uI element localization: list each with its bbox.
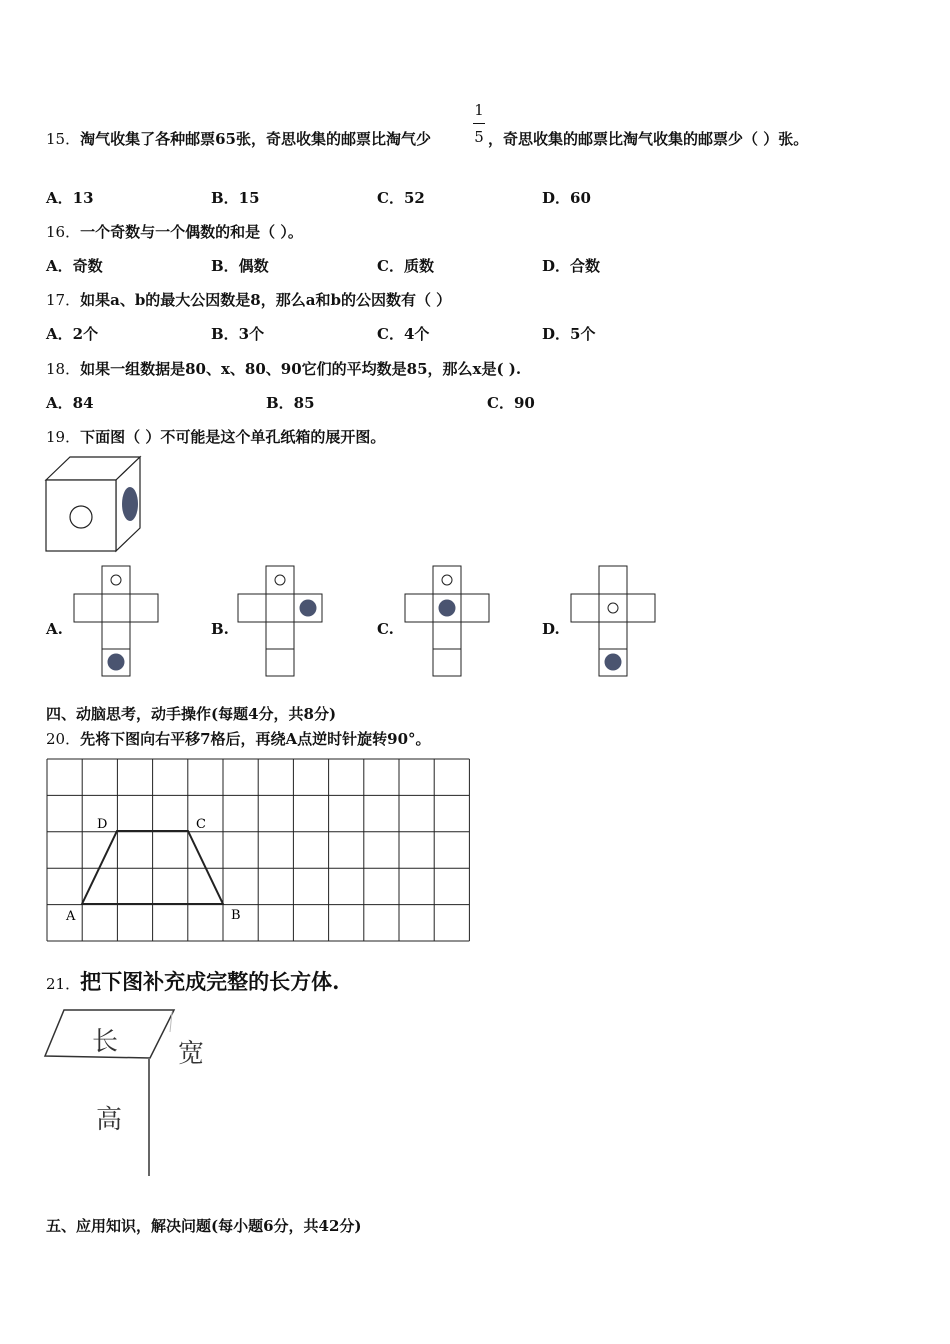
option-a: A．奇数 bbox=[46, 257, 103, 275]
point-b-label: B bbox=[231, 908, 241, 923]
question-text: 如果a、b的最大公因数是8，那么a和b的公因数有（ ） bbox=[80, 291, 452, 309]
question-17 bbox=[46, 289, 451, 310]
option-d: D．5个 bbox=[542, 325, 596, 343]
length-label: 长 bbox=[92, 1027, 119, 1057]
question-18 bbox=[46, 358, 521, 379]
option-a: A．13 bbox=[46, 189, 94, 207]
option-a: A．84 bbox=[46, 394, 94, 412]
option-c: C．质数 bbox=[377, 257, 434, 275]
option-b: B．偶数 bbox=[211, 257, 269, 275]
net-d bbox=[571, 565, 657, 677]
net-c bbox=[405, 565, 491, 677]
section-heading-5: 五、应用知识，解决问题(每小题6分，共42分) bbox=[46, 1217, 362, 1235]
hole-circle bbox=[70, 506, 92, 528]
option-b: B．3个 bbox=[211, 325, 265, 343]
option-d: D．合数 bbox=[542, 257, 601, 275]
question-text: 淘气收集了各种邮票65张，奇思收集的邮票比淘气少 bbox=[80, 130, 431, 148]
question-number: 19． bbox=[46, 428, 81, 446]
fraction-bar bbox=[473, 123, 485, 124]
net-a bbox=[74, 565, 160, 677]
question-number: 20． bbox=[46, 730, 81, 748]
option-b: B. bbox=[211, 620, 229, 638]
question-number: 15． bbox=[46, 130, 81, 148]
question-text: 一个奇数与一个偶数的和是（ ）。 bbox=[80, 223, 303, 241]
question-text: 如果一组数据是80、x、80、90它们的平均数是85，那么x是( ). bbox=[80, 360, 522, 378]
option-c: C．52 bbox=[377, 189, 425, 207]
question-text: 先将下图向右平移7格后，再绕A点逆时针旋转90°。 bbox=[80, 730, 431, 748]
question-number: 18． bbox=[46, 360, 81, 378]
question-21 bbox=[46, 966, 339, 996]
question-number: 21． bbox=[46, 975, 81, 993]
box-figure bbox=[44, 456, 144, 556]
question-text: 下面图（ ）不可能是这个单孔纸箱的展开图。 bbox=[80, 428, 386, 446]
option-c: C．4个 bbox=[377, 325, 430, 343]
point-a-label: A bbox=[66, 909, 76, 924]
filled-hole bbox=[122, 487, 138, 521]
point-d-label: D bbox=[97, 817, 108, 832]
question-20 bbox=[46, 728, 431, 749]
option-c: C. bbox=[377, 620, 394, 638]
fraction-numerator: 1 bbox=[474, 101, 484, 119]
width-label: 宽 bbox=[178, 1039, 205, 1069]
option-a: A．2个 bbox=[46, 325, 99, 343]
fraction-denominator: 5 bbox=[474, 128, 484, 146]
option-d: D．60 bbox=[542, 189, 591, 207]
grid-figure bbox=[46, 758, 472, 942]
question-15-cont: ，奇思收集的邮票比淘气收集的邮票少（ ）张。 bbox=[488, 130, 809, 148]
question-text: 把下图补充成完整的长方体. bbox=[80, 969, 340, 994]
point-c-label: C bbox=[196, 817, 206, 832]
question-number: 16． bbox=[46, 223, 81, 241]
question-number: 17． bbox=[46, 291, 81, 309]
option-d: D. bbox=[542, 620, 560, 638]
question-16 bbox=[46, 221, 303, 242]
question-19 bbox=[46, 426, 385, 447]
height-label: 高 bbox=[96, 1105, 123, 1135]
option-a: A. bbox=[46, 620, 63, 638]
option-b: B．85 bbox=[266, 394, 315, 412]
question-15 bbox=[46, 128, 431, 149]
cuboid-figure bbox=[44, 1004, 274, 1184]
option-b: B．15 bbox=[211, 189, 260, 207]
net-b bbox=[238, 565, 324, 677]
section-heading-4: 四、动脑思考，动手操作(每题4分，共8分) bbox=[46, 705, 337, 723]
option-c: C．90 bbox=[487, 394, 535, 412]
